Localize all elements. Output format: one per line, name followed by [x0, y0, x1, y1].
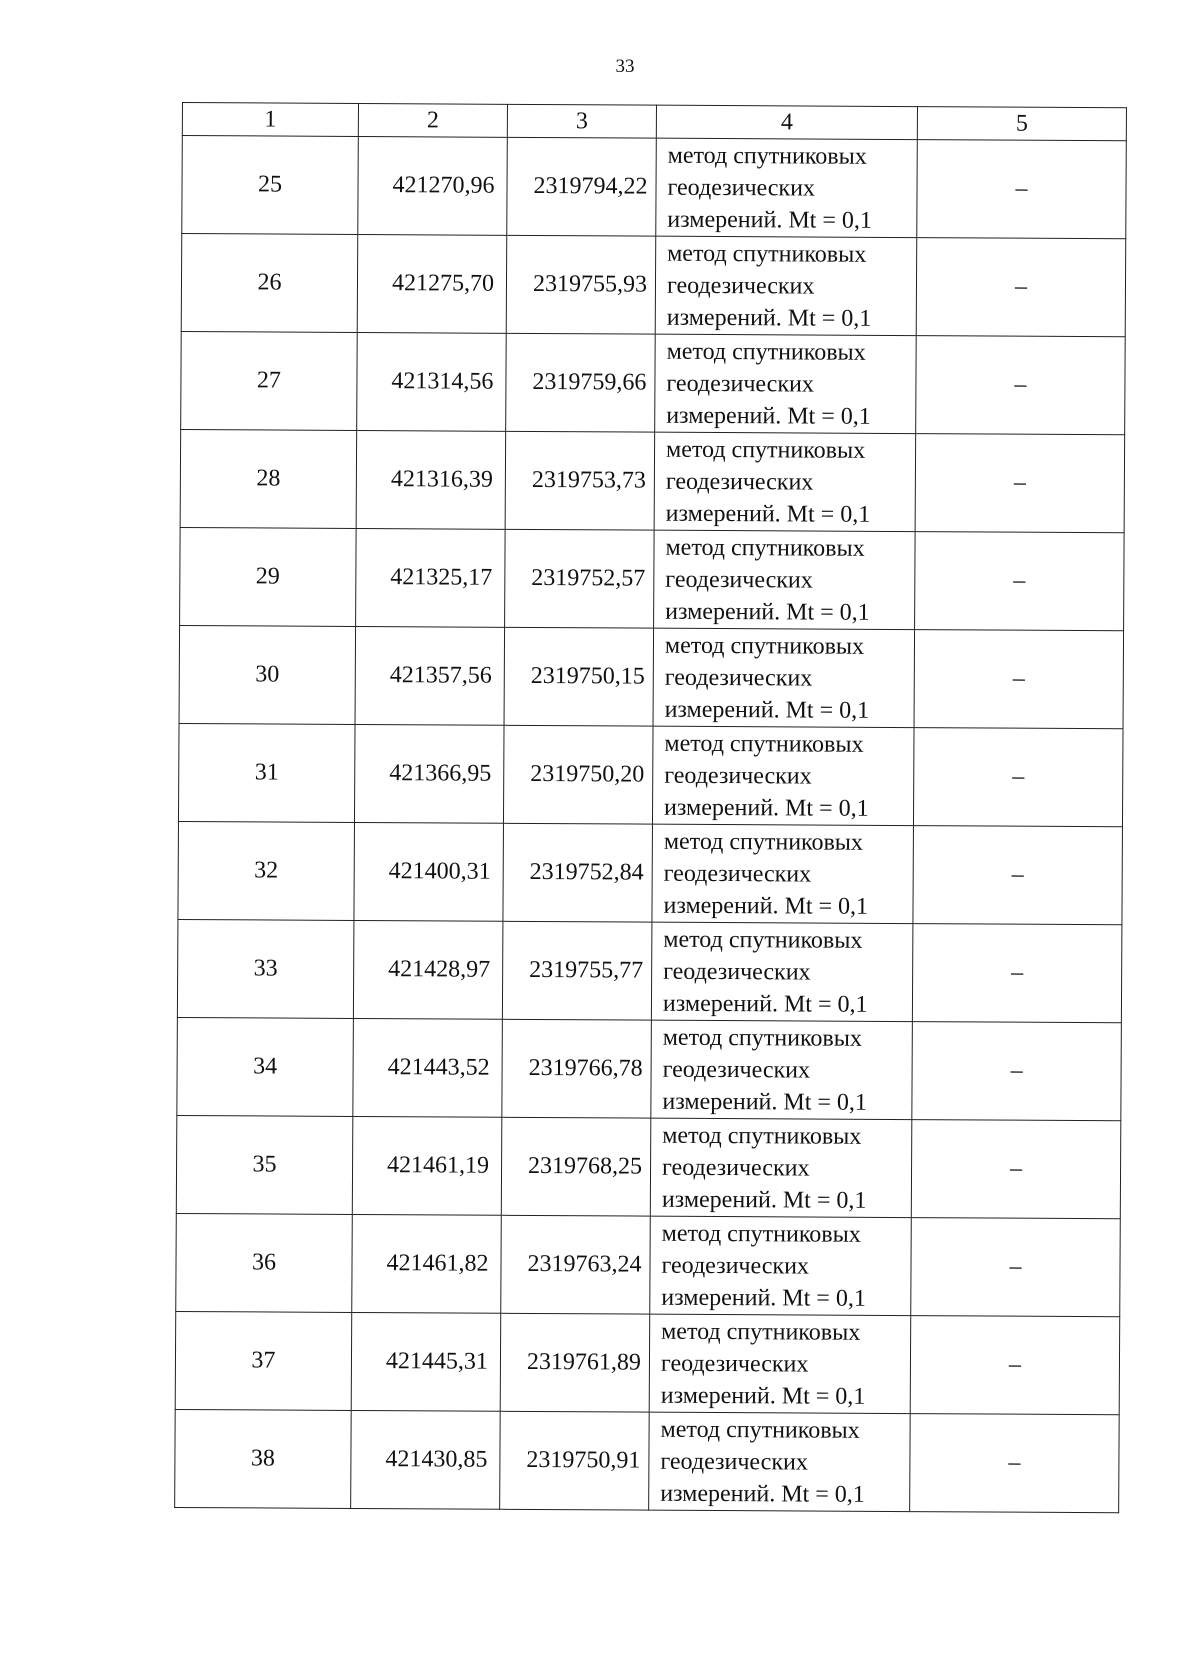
y-coordinate-cell: 2319763,24: [501, 1215, 651, 1314]
method-line: измерений. Mt = 0,1: [665, 598, 870, 626]
y-coordinate-cell: 2319755,77: [502, 921, 652, 1020]
note-cell: –: [912, 1022, 1122, 1121]
method-cell: [650, 1216, 912, 1315]
method-line: геодезических: [661, 1252, 810, 1280]
method-line: геодезических: [664, 762, 812, 790]
method-line: метод спутниковых: [664, 632, 865, 660]
y-coordinate-cell: 2319750,15: [504, 627, 654, 726]
note-cell: –: [916, 238, 1126, 337]
point-number-cell: 27: [181, 331, 358, 430]
method-line: метод спутниковых: [662, 1024, 862, 1052]
method-cell: [652, 726, 914, 825]
point-number-cell: 33: [177, 919, 354, 1018]
method-cell: [650, 1118, 912, 1217]
point-number-cell: 36: [176, 1213, 353, 1312]
point-number-cell: 37: [175, 1311, 352, 1410]
column-header: 2: [358, 103, 507, 137]
method-cell: [656, 138, 918, 237]
x-coordinate-cell: 421400,31: [354, 822, 504, 921]
method-line: метод спутниковых: [660, 1416, 860, 1444]
x-coordinate-cell: 421428,97: [353, 920, 503, 1019]
method-line: измерений. Mt = 0,1: [666, 304, 872, 332]
method-cell: [651, 922, 913, 1021]
point-number-cell: 26: [181, 234, 358, 333]
y-coordinate-cell: 2319755,93: [506, 235, 656, 334]
x-coordinate-cell: 421461,82: [352, 1214, 502, 1313]
table-row: [180, 527, 1125, 630]
x-coordinate-cell: 421270,96: [358, 136, 508, 235]
method-line: измерений. Mt = 0,1: [660, 1382, 866, 1410]
table-row: [181, 234, 1126, 337]
method-line: измерений. Mt = 0,1: [664, 696, 870, 724]
x-coordinate-cell: 421443,52: [353, 1018, 503, 1117]
method-line: геодезических: [660, 1350, 809, 1378]
method-line: измерений. Mt = 0,1: [663, 892, 869, 920]
table-row: [176, 1213, 1121, 1316]
table-row: [178, 821, 1123, 924]
method-line: метод спутниковых: [663, 926, 863, 954]
table-header-row: [182, 103, 1126, 141]
method-cell: [655, 236, 917, 335]
method-line: геодезических: [660, 1448, 808, 1476]
point-number-cell: 28: [180, 429, 357, 528]
column-header: 1: [182, 103, 358, 137]
method-line: измерений. Mt = 0,1: [665, 500, 871, 528]
method-line: метод спутниковых: [667, 240, 867, 268]
method-cell: [651, 1020, 913, 1119]
point-number-cell: 29: [180, 527, 357, 626]
method-line: геодезических: [662, 1056, 811, 1084]
table-row: [179, 625, 1124, 728]
column-header: 5: [917, 107, 1126, 141]
method-line: измерений. Mt = 0,1: [662, 990, 868, 1018]
table-row: [175, 1409, 1120, 1512]
method-line: геодезических: [666, 370, 814, 398]
x-coordinate-cell: 421445,31: [351, 1312, 501, 1411]
method-line: метод спутниковых: [661, 1318, 861, 1346]
note-cell: –: [914, 630, 1124, 729]
y-coordinate-cell: 2319794,22: [507, 137, 657, 236]
method-line: метод спутниковых: [664, 730, 864, 758]
x-coordinate-cell: 421314,56: [357, 332, 507, 431]
y-coordinate-cell: 2319753,73: [505, 431, 655, 530]
x-coordinate-cell: 421366,95: [354, 724, 504, 823]
note-cell: –: [913, 826, 1123, 925]
method-line: метод спутниковых: [662, 1122, 862, 1150]
method-line: геодезических: [664, 664, 813, 692]
x-coordinate-cell: 421275,70: [357, 234, 507, 333]
method-line: измерений. Mt = 0,1: [663, 794, 869, 822]
note-cell: –: [910, 1316, 1120, 1415]
method-line: метод спутниковых: [665, 436, 866, 464]
method-line: геодезических: [663, 958, 811, 986]
note-cell: –: [915, 434, 1125, 533]
point-number-cell: 35: [176, 1115, 353, 1214]
y-coordinate-cell: 2319752,84: [503, 823, 653, 922]
method-line: метод спутниковых: [661, 1220, 861, 1248]
method-cell: [654, 530, 916, 629]
y-coordinate-cell: 2319750,91: [500, 1411, 650, 1510]
y-coordinate-cell: 2319768,25: [501, 1117, 651, 1216]
x-coordinate-cell: 421357,56: [355, 626, 505, 725]
y-coordinate-cell: 2319752,57: [505, 529, 655, 628]
note-cell: –: [913, 728, 1123, 827]
note-cell: –: [911, 1218, 1121, 1317]
y-coordinate-cell: 2319766,78: [502, 1019, 652, 1118]
x-coordinate-cell: 421461,19: [352, 1116, 502, 1215]
method-cell: [654, 432, 916, 531]
y-coordinate-cell: 2319750,20: [503, 725, 653, 824]
table-row: [176, 1115, 1121, 1218]
column-header: 3: [507, 104, 656, 138]
method-line: измерений. Mt = 0,1: [661, 1284, 866, 1312]
method-line: геодезических: [665, 566, 813, 594]
note-cell: –: [916, 336, 1126, 435]
method-cell: [649, 1412, 911, 1511]
coordinates-table: [174, 102, 1127, 1513]
y-coordinate-cell: 2319761,89: [500, 1313, 650, 1412]
table-row: [177, 1017, 1122, 1120]
method-line: геодезических: [665, 468, 814, 496]
method-line: геодезических: [666, 272, 815, 300]
table-row: [177, 919, 1122, 1022]
point-number-cell: 38: [175, 1409, 352, 1508]
point-number-cell: 34: [177, 1017, 354, 1116]
method-cell: [653, 628, 915, 727]
method-line: измерений. Mt = 0,1: [661, 1186, 867, 1214]
y-coordinate-cell: 2319759,66: [506, 333, 656, 432]
point-number-cell: 30: [179, 625, 356, 724]
note-cell: –: [912, 924, 1122, 1023]
method-line: измерений. Mt = 0,1: [666, 402, 871, 430]
method-line: геодезических: [667, 174, 816, 202]
x-coordinate-cell: 421430,85: [351, 1410, 501, 1509]
x-coordinate-cell: 421325,17: [356, 528, 506, 627]
method-cell: [652, 824, 914, 923]
table-row: [181, 331, 1126, 434]
page-number: 33: [615, 56, 635, 77]
method-line: измерений. Mt = 0,1: [667, 206, 872, 234]
method-line: метод спутниковых: [667, 142, 867, 170]
note-cell: –: [917, 140, 1127, 239]
x-coordinate-cell: 421316,39: [356, 430, 506, 529]
method-line: метод спутниковых: [666, 338, 866, 366]
point-number-cell: 31: [178, 723, 355, 822]
method-line: геодезических: [663, 860, 812, 888]
method-cell: [655, 334, 917, 433]
column-header: 4: [656, 105, 917, 139]
note-cell: –: [910, 1414, 1120, 1513]
method-cell: [649, 1314, 911, 1413]
point-number-cell: 25: [182, 136, 359, 235]
table-row: [178, 723, 1123, 826]
note-cell: –: [911, 1120, 1121, 1219]
method-line: геодезических: [661, 1154, 810, 1182]
table-row: [182, 136, 1127, 239]
method-line: метод спутниковых: [663, 828, 864, 856]
method-line: метод спутниковых: [665, 534, 865, 562]
point-number-cell: 32: [178, 821, 355, 920]
method-line: измерений. Mt = 0,1: [662, 1088, 868, 1116]
table-row: [175, 1311, 1120, 1414]
note-cell: –: [915, 532, 1125, 631]
table-row: [180, 429, 1125, 532]
method-line: измерений. Mt = 0,1: [660, 1480, 865, 1508]
